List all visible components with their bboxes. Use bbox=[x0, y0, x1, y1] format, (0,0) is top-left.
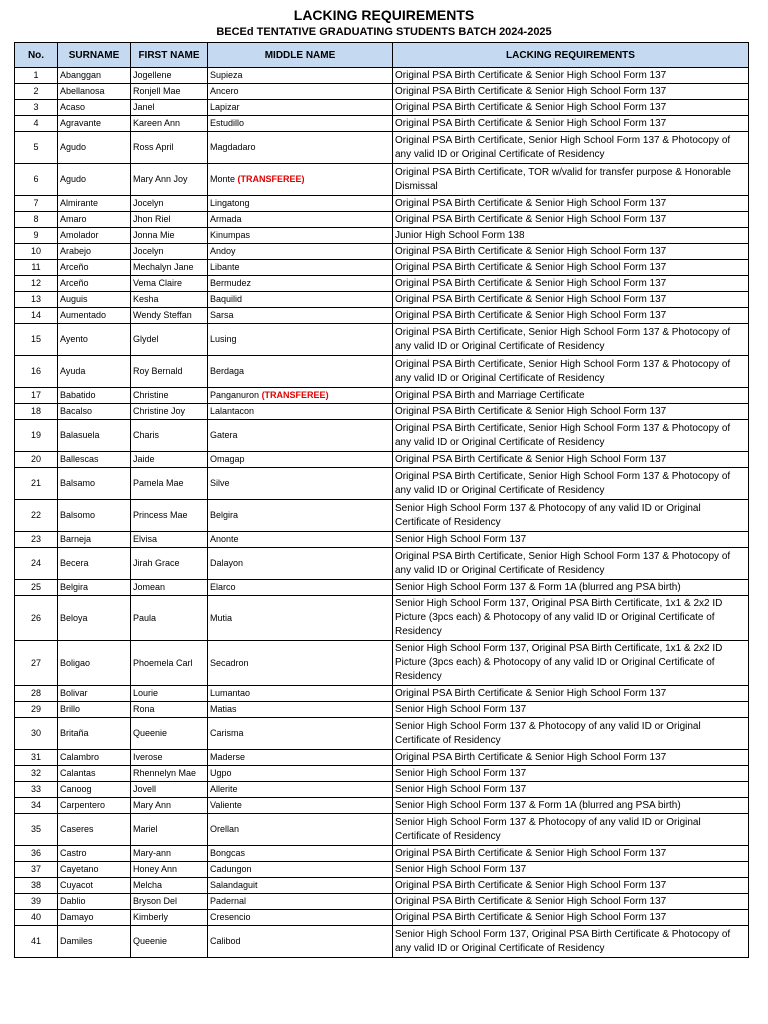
cell-requirements: Original PSA Birth Certificate & Senior High School Form 137 bbox=[393, 878, 749, 894]
cell-surname: Agudo bbox=[58, 164, 131, 196]
cell-requirements: Original PSA Birth Certificate, Senior High School Form 137 & Photocopy of any valid ID or Original Certificate of Residency bbox=[393, 468, 749, 500]
cell-middle-name bbox=[208, 910, 393, 926]
cell-first-name: Rona bbox=[131, 702, 208, 718]
cell-first-name: Mary-ann bbox=[131, 846, 208, 862]
cell-surname: Boligao bbox=[58, 641, 131, 686]
table-row bbox=[15, 702, 749, 718]
cell-surname: Ayuda bbox=[58, 356, 131, 388]
cell-no: 33 bbox=[15, 782, 58, 798]
cell-first-name: Mary Ann bbox=[131, 798, 208, 814]
cell-middle-name bbox=[208, 84, 393, 100]
cell-requirements: Original PSA Birth Certificate, TOR w/valid for transfer purpose & Honorable Dismissal bbox=[393, 164, 749, 196]
requirements-table bbox=[14, 42, 749, 958]
table-body bbox=[15, 68, 749, 958]
cell-no: 20 bbox=[15, 452, 58, 468]
cell-first-name: Melcha bbox=[131, 878, 208, 894]
cell-surname: Barneja bbox=[58, 532, 131, 548]
cell-requirements: Original PSA Birth Certificate & Senior High School Form 137 bbox=[393, 276, 749, 292]
table-row bbox=[15, 388, 749, 404]
middle-name-text: Maderse bbox=[210, 752, 246, 762]
middle-name-text: Carisma bbox=[210, 728, 244, 738]
cell-first-name: Mariel bbox=[131, 814, 208, 846]
page-subtitle: BECEd TENTATIVE GRADUATING STUDENTS BATCH 2024-2025 bbox=[216, 26, 552, 38]
cell-requirements: Original PSA Birth Certificate, Senior High School Form 137 & Photocopy of any valid ID or Original Certificate of Residency bbox=[393, 132, 749, 164]
middle-name-text: Bongcas bbox=[210, 848, 246, 858]
table-row bbox=[15, 228, 749, 244]
cell-surname: Caseres bbox=[58, 814, 131, 846]
cell-middle-name bbox=[208, 846, 393, 862]
cell-requirements: Original PSA Birth Certificate & Senior High School Form 137 bbox=[393, 212, 749, 228]
cell-requirements: Original PSA Birth Certificate & Senior High School Form 137 bbox=[393, 244, 749, 260]
cell-middle-name bbox=[208, 164, 393, 196]
cell-surname: Beloya bbox=[58, 596, 131, 641]
cell-no: 39 bbox=[15, 894, 58, 910]
cell-no: 12 bbox=[15, 276, 58, 292]
middle-name-text: Supieza bbox=[210, 70, 243, 80]
middle-name-text: Omagap bbox=[210, 454, 245, 464]
table-row bbox=[15, 596, 749, 641]
cell-requirements: Senior High School Form 137, Original PSA Birth Certificate & Photocopy of any valid ID or Original Certificate of Residency bbox=[393, 926, 749, 958]
cell-requirements: Junior High School Form 138 bbox=[393, 228, 749, 244]
cell-requirements: Senior High School Form 137 bbox=[393, 782, 749, 798]
cell-requirements: Senior High School Form 137 & Photocopy of any valid ID or Original Certificate of Residency bbox=[393, 718, 749, 750]
cell-first-name: Rhennelyn Mae bbox=[131, 766, 208, 782]
cell-surname: Arceño bbox=[58, 260, 131, 276]
middle-name-text: Padernal bbox=[210, 896, 247, 906]
middle-name-text: Lumantao bbox=[210, 688, 251, 698]
cell-no: 41 bbox=[15, 926, 58, 958]
middle-name-text: Estudillo bbox=[210, 118, 245, 128]
cell-middle-name bbox=[208, 750, 393, 766]
cell-no: 21 bbox=[15, 468, 58, 500]
table-row bbox=[15, 641, 749, 686]
cell-first-name: Jirah Grace bbox=[131, 548, 208, 580]
middle-name-text: Gatera bbox=[210, 430, 238, 440]
cell-middle-name bbox=[208, 926, 393, 958]
table-row bbox=[15, 132, 749, 164]
middle-name-text: Orellan bbox=[210, 824, 240, 834]
cell-requirements: Original PSA Birth Certificate, Senior High School Form 137 & Photocopy of any valid ID or Original Certificate of Residency bbox=[393, 356, 749, 388]
cell-first-name: Roy Bernald bbox=[131, 356, 208, 388]
cell-surname: Cayetano bbox=[58, 862, 131, 878]
table-row bbox=[15, 260, 749, 276]
cell-first-name: Jocelyn bbox=[131, 244, 208, 260]
cell-no: 29 bbox=[15, 702, 58, 718]
middle-name-text: Anonte bbox=[210, 534, 239, 544]
cell-requirements: Original PSA Birth Certificate & Senior High School Form 137 bbox=[393, 404, 749, 420]
cell-no: 40 bbox=[15, 910, 58, 926]
cell-first-name: Janel bbox=[131, 100, 208, 116]
middle-name-text: Mutia bbox=[210, 612, 233, 623]
cell-requirements: Senior High School Form 137, Original PSA Birth Certificate, 1x1 & 2x2 ID Picture (3pcs each) & Photocopy of any valid ID or Original Certificate of Residency bbox=[393, 596, 749, 641]
cell-surname: Amaro bbox=[58, 212, 131, 228]
table-row bbox=[15, 356, 749, 388]
cell-surname: Damiles bbox=[58, 926, 131, 958]
cell-first-name: Pamela Mae bbox=[131, 468, 208, 500]
cell-requirements: Original PSA Birth Certificate & Senior High School Form 137 bbox=[393, 100, 749, 116]
middle-name-text: Kinumpas bbox=[210, 230, 251, 240]
cell-middle-name bbox=[208, 468, 393, 500]
cell-middle-name bbox=[208, 718, 393, 750]
middle-name-text: Secadron bbox=[210, 657, 249, 668]
cell-surname: Carpentero bbox=[58, 798, 131, 814]
table-row bbox=[15, 292, 749, 308]
cell-first-name: Jhon Riel bbox=[131, 212, 208, 228]
table-row bbox=[15, 116, 749, 132]
cell-requirements: Senior High School Form 137 & Photocopy of any valid ID or Original Certificate of Residency bbox=[393, 814, 749, 846]
cell-surname: Aumentado bbox=[58, 308, 131, 324]
column-header-first-name: FIRST NAME bbox=[131, 43, 208, 68]
cell-middle-name bbox=[208, 308, 393, 324]
middle-name-text: Cadungon bbox=[210, 864, 252, 874]
cell-requirements: Senior High School Form 137 bbox=[393, 532, 749, 548]
cell-no: 7 bbox=[15, 196, 58, 212]
cell-requirements: Original PSA Birth Certificate & Senior High School Form 137 bbox=[393, 686, 749, 702]
cell-no: 34 bbox=[15, 798, 58, 814]
table-row bbox=[15, 100, 749, 116]
cell-first-name: Christine bbox=[131, 388, 208, 404]
cell-no: 38 bbox=[15, 878, 58, 894]
middle-name-text: Lapizar bbox=[210, 102, 240, 112]
cell-surname: Bolivar bbox=[58, 686, 131, 702]
cell-no: 3 bbox=[15, 100, 58, 116]
cell-middle-name bbox=[208, 862, 393, 878]
table-row bbox=[15, 814, 749, 846]
cell-surname: Abellanosa bbox=[58, 84, 131, 100]
cell-requirements: Senior High School Form 137 & Form 1A (blurred ang PSA birth) bbox=[393, 580, 749, 596]
middle-name-text: Salandaguit bbox=[210, 880, 258, 890]
cell-no: 28 bbox=[15, 686, 58, 702]
table-row bbox=[15, 894, 749, 910]
cell-surname: Balsamo bbox=[58, 468, 131, 500]
middle-name-text: Libante bbox=[210, 262, 240, 272]
cell-requirements: Original PSA Birth Certificate & Senior High School Form 137 bbox=[393, 292, 749, 308]
middle-name-text: Andoy bbox=[210, 246, 236, 256]
table-row bbox=[15, 910, 749, 926]
cell-requirements: Original PSA Birth and Marriage Certificate bbox=[393, 388, 749, 404]
cell-first-name: Wendy Steffan bbox=[131, 308, 208, 324]
cell-middle-name bbox=[208, 548, 393, 580]
cell-first-name: Iverose bbox=[131, 750, 208, 766]
cell-first-name: Mary Ann Joy bbox=[131, 164, 208, 196]
table-row bbox=[15, 196, 749, 212]
cell-surname: Auguis bbox=[58, 292, 131, 308]
cell-surname: Dablio bbox=[58, 894, 131, 910]
cell-surname: Canoog bbox=[58, 782, 131, 798]
middle-name-text: Berdaga bbox=[210, 366, 245, 376]
cell-middle-name bbox=[208, 702, 393, 718]
cell-first-name: Jomean bbox=[131, 580, 208, 596]
cell-surname: Balasuela bbox=[58, 420, 131, 452]
table-row bbox=[15, 468, 749, 500]
cell-middle-name bbox=[208, 292, 393, 308]
cell-first-name: Glydel bbox=[131, 324, 208, 356]
cell-surname: Calantas bbox=[58, 766, 131, 782]
table-row bbox=[15, 862, 749, 878]
cell-requirements: Senior High School Form 137 bbox=[393, 766, 749, 782]
middle-name-text: Bermudez bbox=[210, 278, 252, 288]
table-row bbox=[15, 718, 749, 750]
column-header-surname: SURNAME bbox=[58, 43, 131, 68]
middle-name-text: Sarsa bbox=[210, 310, 234, 320]
cell-first-name: Jocelyn bbox=[131, 196, 208, 212]
table-row bbox=[15, 798, 749, 814]
cell-middle-name bbox=[208, 894, 393, 910]
cell-first-name: Elvisa bbox=[131, 532, 208, 548]
middle-name-text: Ancero bbox=[210, 86, 239, 96]
middle-name-text: Valiente bbox=[210, 800, 242, 810]
cell-requirements: Original PSA Birth Certificate & Senior High School Form 137 bbox=[393, 116, 749, 132]
middle-name-text: Elarco bbox=[210, 582, 236, 592]
table-row bbox=[15, 782, 749, 798]
cell-no: 1 bbox=[15, 68, 58, 84]
cell-surname: Brillo bbox=[58, 702, 131, 718]
cell-middle-name bbox=[208, 452, 393, 468]
middle-name-text: Allerite bbox=[210, 784, 238, 794]
table-row bbox=[15, 580, 749, 596]
cell-first-name: Queenie bbox=[131, 926, 208, 958]
cell-surname: Arceño bbox=[58, 276, 131, 292]
cell-requirements: Senior High School Form 137 & Form 1A (blurred ang PSA birth) bbox=[393, 798, 749, 814]
cell-requirements: Original PSA Birth Certificate & Senior High School Form 137 bbox=[393, 84, 749, 100]
middle-name-text: Cresencio bbox=[210, 912, 251, 922]
cell-no: 5 bbox=[15, 132, 58, 164]
table-row bbox=[15, 532, 749, 548]
cell-middle-name bbox=[208, 641, 393, 686]
cell-surname: Calambro bbox=[58, 750, 131, 766]
cell-first-name: Jonna Mie bbox=[131, 228, 208, 244]
cell-requirements: Original PSA Birth Certificate, Senior High School Form 137 & Photocopy of any valid ID or Original Certificate of Residency bbox=[393, 548, 749, 580]
cell-no: 24 bbox=[15, 548, 58, 580]
cell-surname: Almirante bbox=[58, 196, 131, 212]
cell-surname: Becera bbox=[58, 548, 131, 580]
cell-middle-name bbox=[208, 116, 393, 132]
cell-no: 19 bbox=[15, 420, 58, 452]
table-row bbox=[15, 878, 749, 894]
cell-surname: Britaña bbox=[58, 718, 131, 750]
middle-name-text: Silve bbox=[210, 478, 230, 488]
cell-first-name: Jovell bbox=[131, 782, 208, 798]
table-row bbox=[15, 404, 749, 420]
cell-middle-name bbox=[208, 324, 393, 356]
cell-requirements: Senior High School Form 137, Original PSA Birth Certificate, 1x1 & 2x2 ID Picture (3pcs each) & Photocopy of any valid ID or Original Certificate of Residency bbox=[393, 641, 749, 686]
middle-name-text: Armada bbox=[210, 214, 242, 224]
middle-name-text: Lingatong bbox=[210, 198, 250, 208]
cell-requirements: Original PSA Birth Certificate & Senior High School Form 137 bbox=[393, 260, 749, 276]
cell-surname: Damayo bbox=[58, 910, 131, 926]
table-row bbox=[15, 750, 749, 766]
column-header-requirements: LACKING REQUIREMENTS bbox=[393, 43, 749, 68]
cell-no: 4 bbox=[15, 116, 58, 132]
cell-no: 36 bbox=[15, 846, 58, 862]
cell-middle-name bbox=[208, 782, 393, 798]
cell-surname: Abanggan bbox=[58, 68, 131, 84]
cell-no: 32 bbox=[15, 766, 58, 782]
cell-middle-name bbox=[208, 580, 393, 596]
table-row bbox=[15, 548, 749, 580]
cell-first-name: Vema Claire bbox=[131, 276, 208, 292]
cell-no: 17 bbox=[15, 388, 58, 404]
table-row bbox=[15, 452, 749, 468]
cell-no: 37 bbox=[15, 862, 58, 878]
cell-first-name: Mechalyn Jane bbox=[131, 260, 208, 276]
cell-requirements: Original PSA Birth Certificate & Senior High School Form 137 bbox=[393, 750, 749, 766]
cell-requirements: Original PSA Birth Certificate & Senior High School Form 137 bbox=[393, 196, 749, 212]
middle-name-text: Ugpo bbox=[210, 768, 232, 778]
cell-first-name: Kareen Ann bbox=[131, 116, 208, 132]
transferee-badge: (TRANSFEREE) bbox=[261, 390, 329, 400]
middle-name-text: Matias bbox=[210, 704, 237, 714]
cell-surname: Agravante bbox=[58, 116, 131, 132]
cell-no: 10 bbox=[15, 244, 58, 260]
table-row bbox=[15, 324, 749, 356]
cell-no: 13 bbox=[15, 292, 58, 308]
cell-first-name: Phoemela Carl bbox=[131, 641, 208, 686]
transferee-badge: (TRANSFEREE) bbox=[237, 174, 305, 184]
cell-middle-name bbox=[208, 766, 393, 782]
table-row bbox=[15, 420, 749, 452]
middle-name-text: Magdadaro bbox=[210, 142, 256, 152]
cell-first-name: Kimberly bbox=[131, 910, 208, 926]
cell-no: 23 bbox=[15, 532, 58, 548]
cell-first-name: Lourie bbox=[131, 686, 208, 702]
cell-requirements: Original PSA Birth Certificate & Senior High School Form 137 bbox=[393, 894, 749, 910]
cell-no: 15 bbox=[15, 324, 58, 356]
cell-requirements: Original PSA Birth Certificate & Senior High School Form 137 bbox=[393, 308, 749, 324]
cell-first-name: Christine Joy bbox=[131, 404, 208, 420]
column-header-no: No. bbox=[15, 43, 58, 68]
table-row bbox=[15, 308, 749, 324]
cell-no: 35 bbox=[15, 814, 58, 846]
middle-name-text: Belgira bbox=[210, 510, 239, 520]
cell-middle-name bbox=[208, 798, 393, 814]
cell-surname: Arabejo bbox=[58, 244, 131, 260]
cell-middle-name bbox=[208, 196, 393, 212]
table-row bbox=[15, 276, 749, 292]
cell-requirements: Original PSA Birth Certificate & Senior High School Form 137 bbox=[393, 846, 749, 862]
cell-surname: Ayento bbox=[58, 324, 131, 356]
cell-first-name: Bryson Del bbox=[131, 894, 208, 910]
page-title: LACKING REQUIREMENTS bbox=[293, 7, 475, 23]
cell-no: 22 bbox=[15, 500, 58, 532]
cell-middle-name bbox=[208, 68, 393, 84]
cell-surname: Bacalso bbox=[58, 404, 131, 420]
cell-middle-name bbox=[208, 100, 393, 116]
cell-middle-name bbox=[208, 244, 393, 260]
table-header-row bbox=[15, 43, 749, 68]
middle-name-text: Monte bbox=[210, 174, 236, 184]
cell-surname: Belgira bbox=[58, 580, 131, 596]
middle-name-text: Lusing bbox=[210, 334, 237, 344]
table-row bbox=[15, 500, 749, 532]
table-row bbox=[15, 244, 749, 260]
table-row bbox=[15, 766, 749, 782]
cell-no: 9 bbox=[15, 228, 58, 244]
middle-name-text: Panganuron bbox=[210, 390, 260, 400]
cell-no: 8 bbox=[15, 212, 58, 228]
cell-requirements: Original PSA Birth Certificate & Senior High School Form 137 bbox=[393, 68, 749, 84]
cell-surname: Castro bbox=[58, 846, 131, 862]
middle-name-text: Baquilid bbox=[210, 294, 243, 304]
cell-surname: Acaso bbox=[58, 100, 131, 116]
cell-middle-name bbox=[208, 356, 393, 388]
cell-first-name: Honey Ann bbox=[131, 862, 208, 878]
cell-no: 27 bbox=[15, 641, 58, 686]
cell-surname: Cuyacot bbox=[58, 878, 131, 894]
cell-first-name: Princess Mae bbox=[131, 500, 208, 532]
cell-requirements: Senior High School Form 137 bbox=[393, 862, 749, 878]
cell-middle-name bbox=[208, 420, 393, 452]
middle-name-text: Calibod bbox=[210, 936, 241, 946]
table-row bbox=[15, 846, 749, 862]
table-row bbox=[15, 68, 749, 84]
cell-first-name: Ross April bbox=[131, 132, 208, 164]
cell-surname: Amolador bbox=[58, 228, 131, 244]
cell-surname: Balsomo bbox=[58, 500, 131, 532]
column-header-middle-name: MIDDLE NAME bbox=[208, 43, 393, 68]
cell-middle-name bbox=[208, 686, 393, 702]
cell-requirements: Original PSA Birth Certificate & Senior High School Form 137 bbox=[393, 452, 749, 468]
cell-middle-name bbox=[208, 276, 393, 292]
cell-middle-name bbox=[208, 388, 393, 404]
cell-first-name: Charis bbox=[131, 420, 208, 452]
cell-no: 26 bbox=[15, 596, 58, 641]
cell-middle-name bbox=[208, 596, 393, 641]
cell-middle-name bbox=[208, 532, 393, 548]
cell-no: 6 bbox=[15, 164, 58, 196]
cell-no: 14 bbox=[15, 308, 58, 324]
cell-middle-name bbox=[208, 212, 393, 228]
cell-requirements: Senior High School Form 137 & Photocopy of any valid ID or Original Certificate of Residency bbox=[393, 500, 749, 532]
cell-first-name: Paula bbox=[131, 596, 208, 641]
cell-middle-name bbox=[208, 260, 393, 276]
cell-middle-name bbox=[208, 132, 393, 164]
cell-requirements: Original PSA Birth Certificate, Senior High School Form 137 & Photocopy of any valid ID or Original Certificate of Residency bbox=[393, 420, 749, 452]
cell-no: 18 bbox=[15, 404, 58, 420]
cell-no: 16 bbox=[15, 356, 58, 388]
table-row bbox=[15, 686, 749, 702]
cell-no: 25 bbox=[15, 580, 58, 596]
cell-no: 2 bbox=[15, 84, 58, 100]
cell-no: 31 bbox=[15, 750, 58, 766]
cell-middle-name bbox=[208, 404, 393, 420]
table-row bbox=[15, 212, 749, 228]
cell-requirements: Original PSA Birth Certificate, Senior High School Form 137 & Photocopy of any valid ID or Original Certificate of Residency bbox=[393, 324, 749, 356]
cell-first-name: Kesha bbox=[131, 292, 208, 308]
table-row bbox=[15, 84, 749, 100]
cell-no: 30 bbox=[15, 718, 58, 750]
cell-surname: Babatido bbox=[58, 388, 131, 404]
cell-middle-name bbox=[208, 814, 393, 846]
cell-first-name: Queenie bbox=[131, 718, 208, 750]
cell-requirements: Senior High School Form 137 bbox=[393, 702, 749, 718]
cell-no: 11 bbox=[15, 260, 58, 276]
cell-first-name: Jogellene bbox=[131, 68, 208, 84]
cell-first-name: Ronjell Mae bbox=[131, 84, 208, 100]
cell-middle-name bbox=[208, 500, 393, 532]
table-row bbox=[15, 926, 749, 958]
cell-requirements: Original PSA Birth Certificate & Senior High School Form 137 bbox=[393, 910, 749, 926]
table-row bbox=[15, 164, 749, 196]
cell-surname: Ballescas bbox=[58, 452, 131, 468]
middle-name-text: Lalantacon bbox=[210, 406, 255, 416]
cell-surname: Agudo bbox=[58, 132, 131, 164]
cell-first-name: Jaide bbox=[131, 452, 208, 468]
cell-middle-name bbox=[208, 228, 393, 244]
middle-name-text: Dalayon bbox=[210, 558, 244, 568]
cell-middle-name bbox=[208, 878, 393, 894]
